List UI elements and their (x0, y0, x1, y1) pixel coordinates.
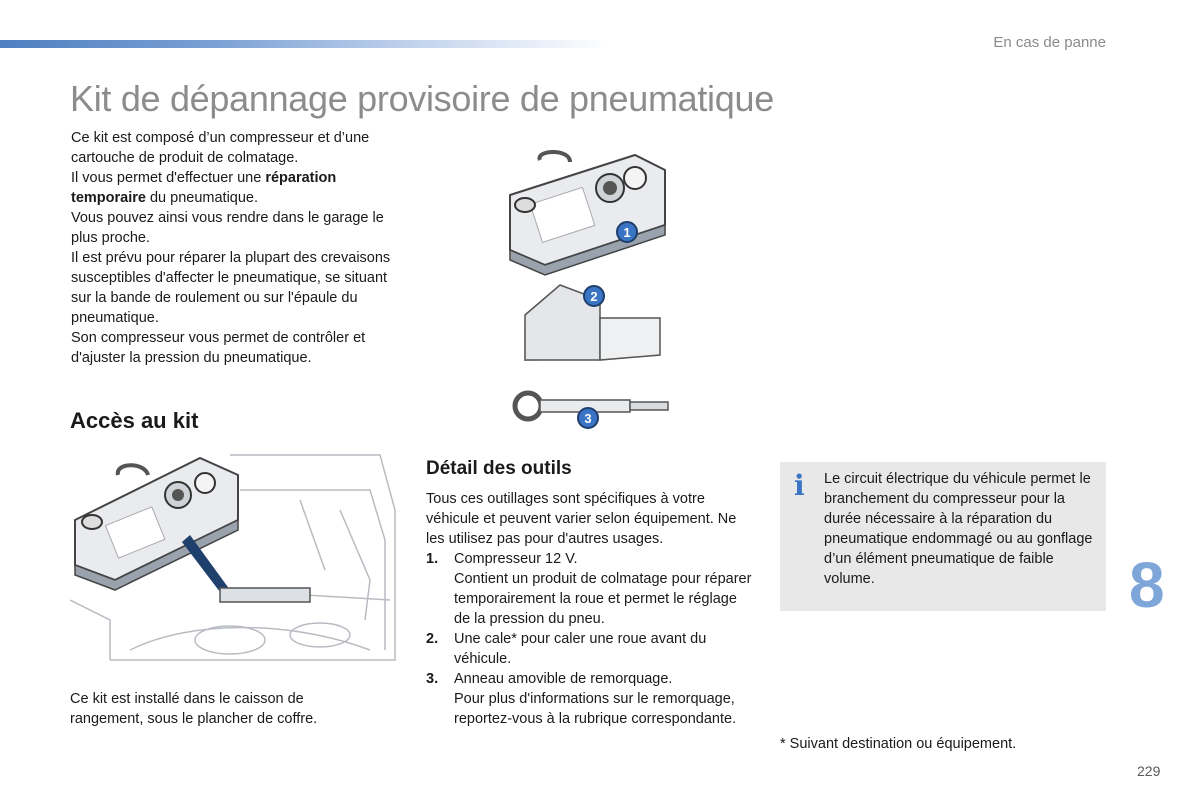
intro-p2-pre: Il vous permet d'effectuer une (71, 170, 266, 186)
compressor-drawing (510, 152, 665, 275)
intro-paragraph-5: Son compresseur vous permet de contrôler et d'ajuster la pression du pneumatique. (71, 330, 366, 366)
tools-item-number: 1. (426, 551, 439, 567)
chapter-number: 8 (1129, 549, 1165, 621)
tools-section (426, 489, 756, 729)
tools-item-text: Pour plus d'informations sur le remorquage, reportez-vous à la rubrique correspondante. (454, 691, 737, 727)
storage-compartment (220, 588, 310, 602)
intro-paragraph-4: Il est prévu pour réparer la plupart des crevaisons susceptibles d'affecter le pneumatique, se situant sur la bande de roulement ou sur l'épaule du pneumatique. (71, 250, 391, 326)
callout-2 (584, 286, 604, 306)
tools-item-text: Anneau amovible de remorquage. (454, 671, 673, 687)
tools-item-towing-eye (426, 669, 756, 729)
tools-item-chock (426, 629, 756, 669)
tools-item-number: 2. (426, 631, 439, 647)
footnote: * Suivant destination ou équipement. (780, 736, 1017, 752)
intro-p2-bold: réparation temporaire (71, 170, 337, 206)
access-heading: Accès au kit (70, 408, 199, 433)
tools-item-number: 3. (426, 671, 439, 687)
info-icon: i (794, 469, 805, 502)
callout-1 (617, 222, 637, 242)
page-number: 229 (1137, 763, 1161, 779)
section-label: En cas de panne (993, 34, 1106, 51)
kit-components-illustration (500, 150, 680, 435)
tools-item-text: Compresseur 12 V. (454, 551, 578, 567)
tools-heading: Détail des outils (426, 458, 572, 479)
access-caption: Ce kit est installé dans le caisson de rangement, sous le plancher de coffre. (70, 691, 318, 727)
tools-item-compressor (426, 549, 756, 629)
intro-text (71, 128, 401, 368)
trunk-location-illustration (70, 450, 400, 670)
intro-p2-post: du pneumatique. (145, 190, 259, 206)
callout-3 (578, 408, 598, 428)
info-note-text: Le circuit électrique du véhicule permet le branchement du compresseur pour la durée nécessaire à la réparation du pneumatique endommagé ou au gonflage d’un élément pneumatique de faible volume. (824, 471, 1093, 587)
callout-2-label: 2 (590, 289, 598, 304)
intro-paragraph-2 (71, 168, 401, 208)
callout-3-label: 3 (584, 411, 592, 426)
info-note (780, 462, 1106, 611)
tools-item-text: Contient un produit de colmatage pour réparer temporairement la roue et permet le réglage de la pression du pneu. (454, 571, 752, 627)
intro-paragraph-1: Ce kit est composé d’un compresseur et d’une cartouche de produit de colmatage. (71, 130, 370, 166)
tools-item-text: Une cale* pour caler une roue avant du véhicule. (454, 631, 707, 667)
tools-intro: Tous ces outillages sont spécifiques à votre véhicule et peuvent varier selon équipement. Ne les utilisez pas pour d'autres usages. (426, 491, 737, 547)
header-accent-bar (0, 40, 610, 48)
tools-list (426, 549, 756, 729)
intro-paragraph-3: Vous pouvez ainsi vous rendre dans le garage le plus proche. (71, 210, 384, 246)
callout-1-label: 1 (623, 225, 631, 240)
page-title: Kit de dépannage provisoire de pneumatique (70, 78, 774, 119)
